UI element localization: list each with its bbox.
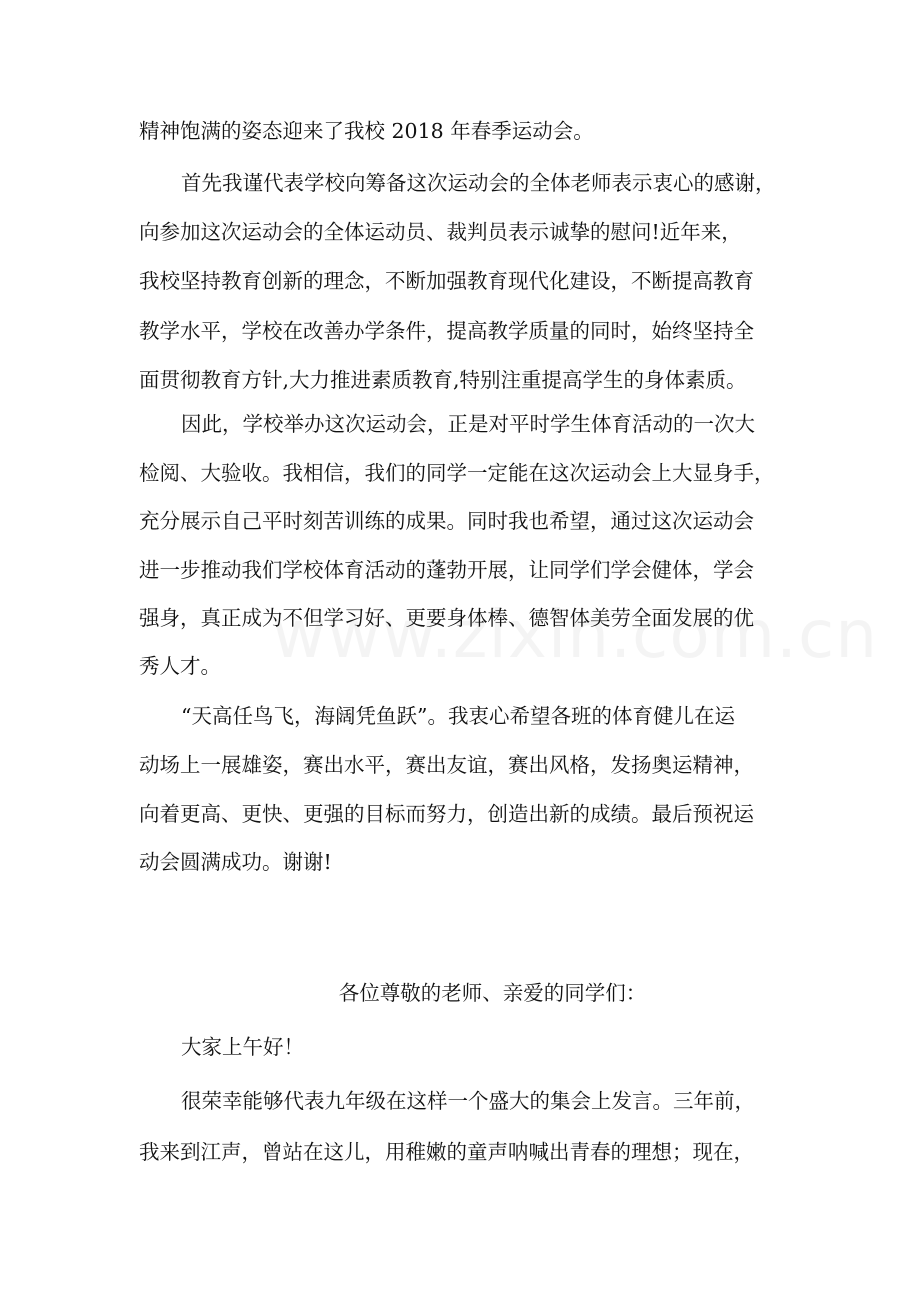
text-line: 向着更高、更快、更强的目标而努力，创造出新的成绩。最后预祝运 <box>139 802 754 826</box>
text-line: 检阅、大验收。我相信，我们的同学一定能在这次运动会上大显身手， <box>139 461 775 485</box>
text-line: 精神饱满的姿态迎来了我校 2018 年春季运动会。 <box>139 119 594 143</box>
text-line: “天高任鸟飞，海阔凭鱼跃”。我衷心希望各班的体育健儿在运 <box>181 704 735 728</box>
text-line: 强身，真正成为不但学习好、更要身体棒、德智体美劳全面发展的优 <box>139 606 754 630</box>
text-line: 首先我谨代表学校向筹备这次运动会的全体老师表示衷心的感谢， <box>181 171 776 195</box>
text-line: 面贯彻教育方针,大力推进素质教育,特别注重提高学生的身体素质。 <box>139 368 747 392</box>
text-line: 我校坚持教育创新的理念，不断加强教育现代化建设，不断提高教育 <box>139 269 754 293</box>
text-line: 充分展示自己平时刻苦训练的成果。同时我也希望，通过这次运动会 <box>139 509 754 533</box>
section-salutation: 各位尊敬的老师、亲爱的同学们： <box>338 981 647 1005</box>
text-line: 秀人才。 <box>139 654 221 678</box>
text-line: 进一步推动我们学校体育活动的蓬勃开展，让同学们学会健体，学会 <box>139 558 754 582</box>
text-line: 因此，学校举办这次运动会，正是对平时学生体育活动的一次大 <box>181 412 755 436</box>
text-line: 动会圆满成功。谢谢! <box>139 850 332 874</box>
text-line: 很荣幸能够代表九年级在这样一个盛大的集会上发言。三年前， <box>181 1089 755 1113</box>
text-line: 动场上一展雄姿，赛出水平，赛出友谊，赛出风格，发扬奥运精神， <box>139 753 754 777</box>
text-line: 教学水平，学校在改善办学条件，提高教学质量的同时，始终坚持全 <box>139 319 754 343</box>
greeting-line: 大家上午好！ <box>181 1035 304 1059</box>
text-line: 我来到江声，曾站在这儿，用稚嫩的童声呐喊出青春的理想；现在， <box>139 1140 754 1164</box>
text-line: 向参加这次运动会的全体运动员、裁判员表示诚挚的慰问!近年来， <box>139 220 742 244</box>
